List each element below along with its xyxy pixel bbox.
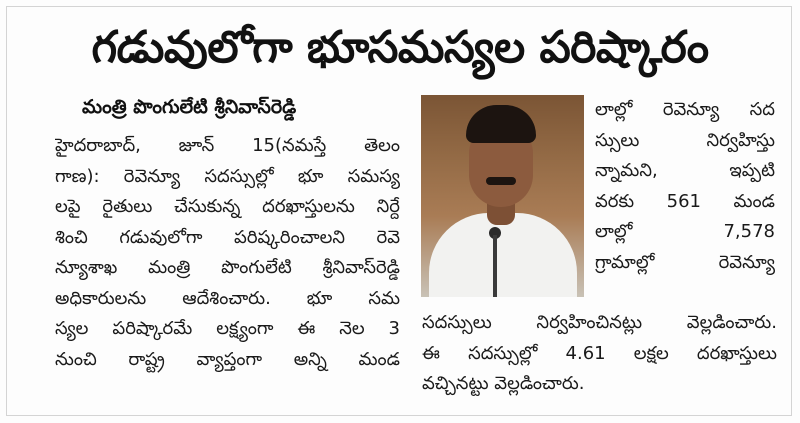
article-column-left <box>55 131 400 375</box>
microphone-stand <box>493 235 497 297</box>
photo-hair <box>466 105 536 143</box>
text-line: హైదరాబాద్‌, జూన్‌ 15(నమస్తే తెలం <box>55 135 400 156</box>
text-line: శించి గడువులోగా పరిష్కరించాలని రెవె <box>55 226 400 248</box>
text-line: నుంచి రాష్ట్ర వ్యాప్తంగా అన్ని మండ <box>55 348 400 370</box>
headline: గడువులోగా భూసమస్యల పరిష్కారం <box>91 22 709 73</box>
text-line: గ్రామాల్లో రెవెన్యూ <box>595 251 775 273</box>
text-line: లపై రైతులు చేసుకున్న దరఖాస్తులను నిర్దే <box>55 196 400 217</box>
minister-photo <box>421 95 584 297</box>
byline: మంత్రి పొంగులేటి శ్రీనివాస్‌రెడ్డి <box>82 96 297 118</box>
text-line: న్నామని, ఇప్పటి <box>595 160 775 181</box>
text-line: లాల్లో 7,578 <box>595 221 775 242</box>
text-line: వచ్చినట్టు వెల్లడించారు. <box>422 373 585 394</box>
text-line: వరకు 561 మండ <box>595 190 775 212</box>
photo-mustache <box>486 177 516 185</box>
text-line: స్సులు నిర్వహిస్తు <box>595 129 775 151</box>
text-line: గాణ): రెవెన్యూ సదస్సుల్లో భూ సమస్య <box>55 165 400 187</box>
text-line: న్యూశాఖ మంత్రి పొంగులేటి శ్రీనివాస్‌రెడ్డి <box>55 257 400 278</box>
article-column-right-bottom <box>422 308 777 400</box>
photo-shirt <box>429 213 577 297</box>
text-line: లాల్లో రెవెన్యూ సద <box>595 99 775 120</box>
article-column-right-top <box>595 95 775 278</box>
text-line: అధికారులను ఆదేశించారు. భూ సమ <box>55 287 400 309</box>
text-line: సదస్సులు నిర్వహించినట్లు వెల్లడించారు. <box>422 312 777 333</box>
text-line: ఈ సదస్సుల్లో 4.61 లక్షల దరఖాస్తులు <box>422 342 777 364</box>
text-line: స్యల పరిష్కారమే లక్ష్యంగా ఈ నెల 3 <box>55 318 400 339</box>
